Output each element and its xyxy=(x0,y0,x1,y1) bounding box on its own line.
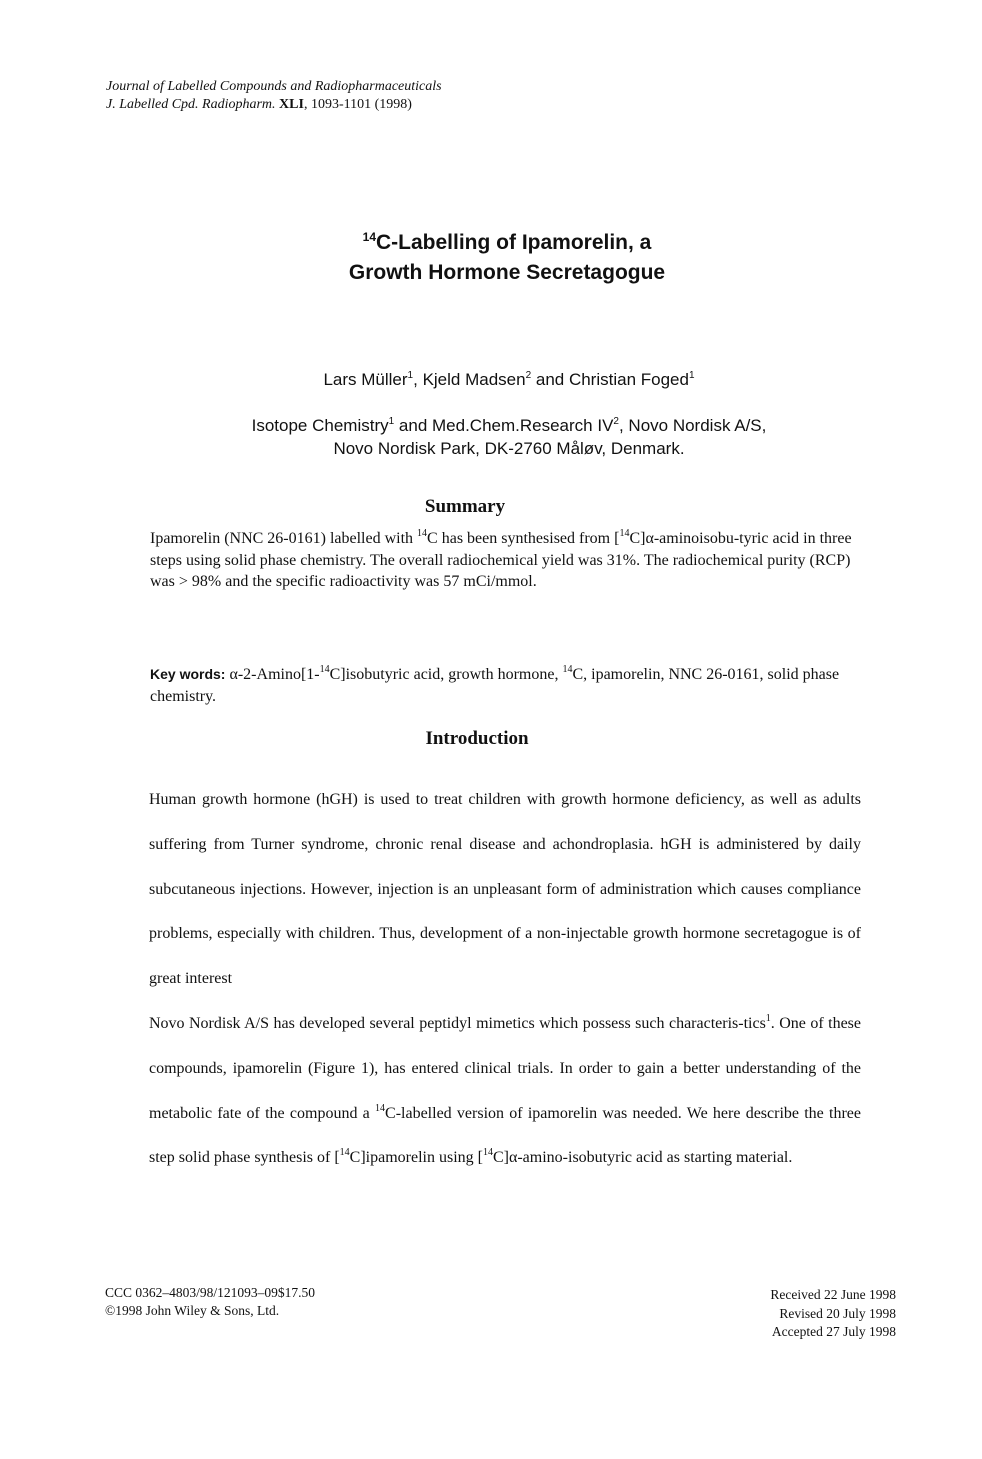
ccc-code: CCC 0362–4803/98/121093–09$17.50 xyxy=(105,1285,316,1300)
revised-date: Revised 20 July 1998 xyxy=(779,1305,896,1321)
journal-pages-year: , 1093-1101 (1998) xyxy=(303,97,412,112)
copyright: ©1998 John Wiley & Sons, Ltd. xyxy=(105,1303,280,1318)
affiliation-company: , Novo Nordisk A/S, xyxy=(618,416,767,435)
affiliation-dept-1: Isotope Chemistry xyxy=(251,416,389,435)
author-list xyxy=(0,369,982,391)
intro-text: . One of these compounds, ipamorelin (Figure 1), has entered clinical trials. In order to gain a better understanding of the metabolic fate of the compound a xyxy=(149,1014,861,1122)
author-name: Christian Foged xyxy=(568,370,689,389)
affiliation-address: Novo Nordisk Park, DK-2760 Måløv, Denmark. xyxy=(333,439,685,458)
title-line-2: Growth Hormone Secretagogue xyxy=(348,261,666,284)
introduction-body xyxy=(149,778,861,1181)
summary-text-1: Ipamorelin (NNC 26-0161) labelled with xyxy=(150,530,418,547)
intro-paragraph-1: Human growth hormone (hGH) is used to treat children with growth hormone deficiency, as well as adults suffering from Turner syndrome, chronic renal disease and achondroplasia. hGH is administered by daily subcutaneous injections. However, injection is an unpleasant form of administration which causes compliance problems, especially with children. Thus, development of a non-injectable growth hormone secretagogue is of great interest xyxy=(149,791,861,988)
intro-text: C]α-amino-isobutyric acid as starting material. xyxy=(492,1149,793,1167)
journal-header xyxy=(106,78,442,114)
author-affiliation-mark: 1 xyxy=(407,370,414,381)
intro-text: C-labelled version of ipamorelin was needed. We here describe the three step solid phase synthesis of [ xyxy=(149,1104,861,1167)
isotope-superscript: 14 xyxy=(319,664,330,675)
isotope-superscript: 14 xyxy=(619,528,630,539)
received-date: Received 22 June 1998 xyxy=(770,1287,896,1302)
isotope-superscript: 14 xyxy=(482,1147,493,1159)
title-isotope-superscript: 14 xyxy=(362,230,376,244)
isotope-superscript: 14 xyxy=(417,528,428,539)
affiliation-mark: 2 xyxy=(613,416,619,427)
isotope-superscript: 14 xyxy=(339,1147,350,1159)
intro-text: Novo Nordisk A/S has developed several peptidyl mimetics which possess such characteris-tics xyxy=(149,1014,766,1032)
affiliation-conjunction: and xyxy=(394,416,432,435)
isotope-superscript: 14 xyxy=(375,1102,386,1114)
article-title xyxy=(0,228,982,288)
author-affiliation-mark: 2 xyxy=(525,370,532,381)
keywords-paragraph xyxy=(150,663,862,708)
affiliation-mark: 1 xyxy=(388,416,395,427)
keywords-label: Key words: xyxy=(150,666,226,682)
introduction-heading: Introduction xyxy=(425,728,529,749)
author-separator: , xyxy=(413,370,423,389)
journal-name: Journal of Labelled Compounds and Radiopharmaceuticals xyxy=(106,79,442,94)
title-line-1 xyxy=(0,228,982,258)
footer-left xyxy=(105,1284,315,1320)
journal-volume: XLI xyxy=(279,97,304,112)
author-name: Lars Müller xyxy=(323,370,408,389)
keywords-text-2: C]isobutyric acid, growth hormone, xyxy=(329,666,563,683)
title-line-1-text: C-Labelling of Ipamorelin, a xyxy=(376,231,652,254)
affiliation xyxy=(0,414,982,460)
summary-text-3: C]α-aminoisobu-tyric acid in three steps using solid phase chemistry. The overall radiochemical yield was 31%. The radiochemical purity (RCP) was > 98% and the specific radioactivity was 57 mCi/mmol. xyxy=(150,530,852,590)
keywords-text-3: C, ipamorelin, NNC 26-0161, solid phase chemistry. xyxy=(150,666,840,705)
summary-heading: Summary xyxy=(424,496,506,517)
journal-citation xyxy=(106,96,442,114)
footer-dates xyxy=(770,1286,896,1342)
accepted-date: Accepted 27 July 1998 xyxy=(771,1324,896,1339)
isotope-superscript: 14 xyxy=(562,664,573,675)
intro-text: C]ipamorelin using [ xyxy=(349,1149,483,1167)
summary-paragraph xyxy=(150,528,862,593)
reference-mark: 1 xyxy=(765,1012,771,1024)
author-affiliation-mark: 1 xyxy=(688,370,695,381)
journal-abbrev: J. Labelled Cpd. Radiopharm. xyxy=(106,97,276,112)
summary-text-2: C has been synthesised from [ xyxy=(427,530,620,547)
intro-paragraph-2 xyxy=(149,1002,861,1181)
author-separator: and xyxy=(531,370,569,389)
affiliation-line-1 xyxy=(0,414,982,437)
affiliation-dept-2: Med.Chem.Research IV xyxy=(432,416,614,435)
keywords-text-1: α-2-Amino[1- xyxy=(225,666,320,683)
author-name: Kjeld Madsen xyxy=(422,370,526,389)
